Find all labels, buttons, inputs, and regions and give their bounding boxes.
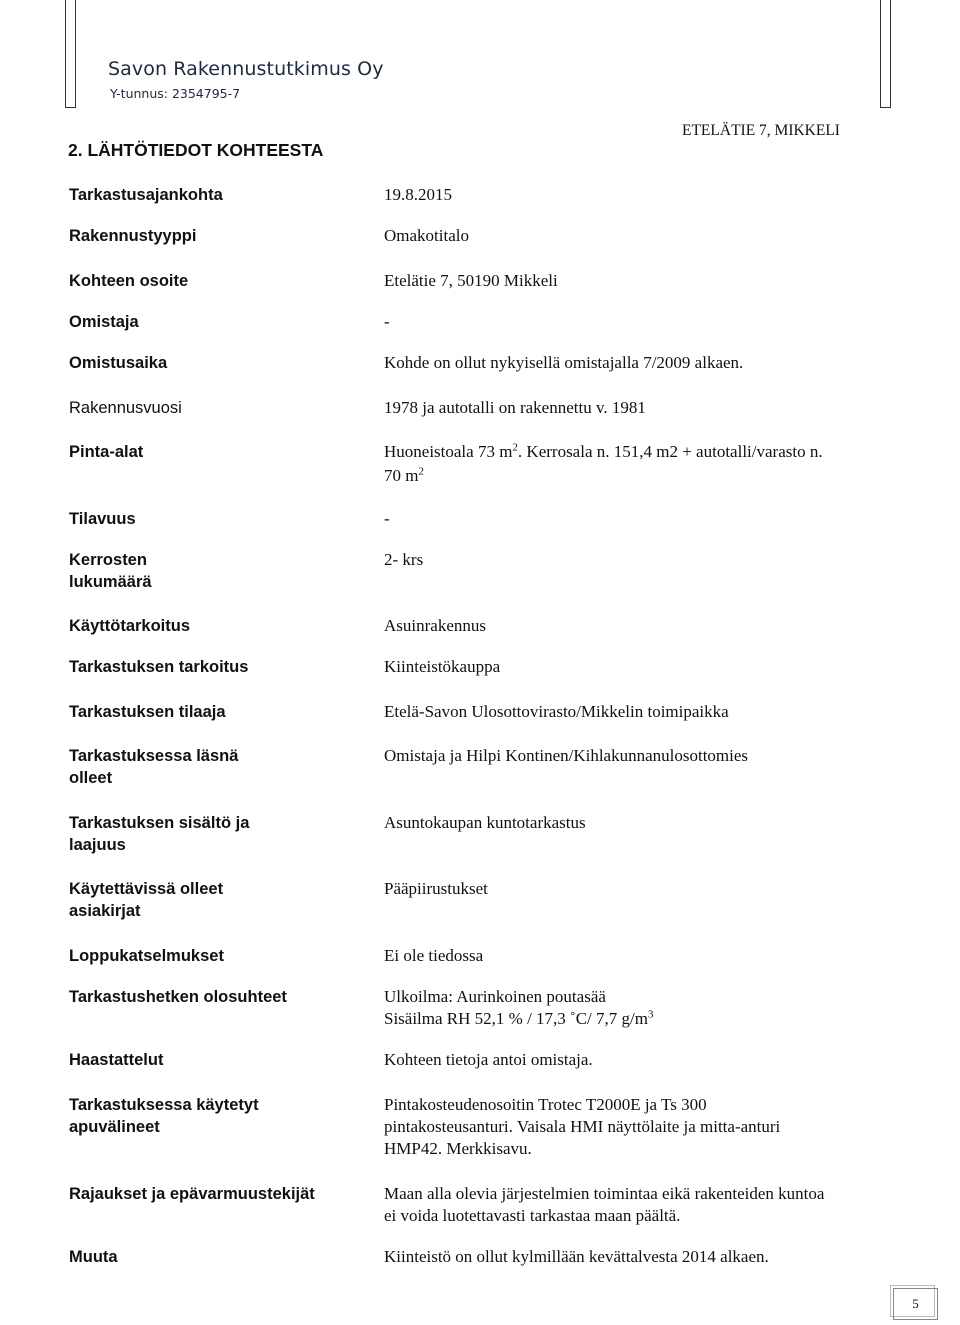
header-left-bar	[65, 0, 76, 108]
label-kohteen-osoite: Kohteen osoite	[69, 272, 189, 290]
value-muuta: Kiinteistö on ollut kylmillään kevättalvesta 2014 alkaen.	[384, 1247, 769, 1266]
label-kayttotarkoitus: Käyttötarkoitus	[69, 617, 191, 635]
label-rakennusvuosi: Rakennusvuosi	[69, 399, 182, 417]
value-pinta-alat: Huoneistoala 73 $m^2$. Kerrosala n. 151,4 m2 + autotalli/varasto n.	[384, 441, 823, 461]
label-tarkastusajankohta: Tarkastusajankohta	[69, 186, 223, 204]
label-lasna-olleet: Tarkastuksessa läsnä olleet	[69, 747, 239, 787]
label-sisalto-laajuus: Tarkastuksen sisältö ja laajuus	[69, 814, 250, 854]
label-tilavuus: Tilavuus	[69, 510, 136, 528]
company-name: Savon Rakennustutkimus Oy	[108, 58, 384, 80]
value-kayttotarkoitus: Asuinrakennus	[384, 616, 486, 635]
value-omistusaika: Kohde on ollut nykyisellä omistajalla 7/2009 alkaen.	[384, 353, 744, 372]
label-pinta-alat: Pinta-alat	[69, 443, 144, 461]
value-pinta-alat-cont: 70 $m^2$	[384, 465, 424, 485]
value-tarkastuksen-tilaaja: Etelä-Savon Ulosottovirasto/Mikkelin toimipaikka	[384, 702, 729, 721]
label-tarkastuksen-tilaaja: Tarkastuksen tilaaja	[69, 703, 226, 721]
label-olosuhteet: Tarkastushetken olosuhteet	[69, 988, 287, 1006]
value-haastattelut: Kohteen tietoja antoi omistaja.	[384, 1050, 593, 1069]
section-title: 2. LÄHTÖTIEDOT KOHTEESTA	[68, 140, 324, 160]
value-apuvalineet: Pintakosteudenosoitin Trotec T2000E ja Ts 300 pintakosteusanturi. Vaisala HMI näyttölaite ja mitta-anturi HMP42. Merkkisavu.	[384, 1095, 781, 1158]
value-kerrosten-lukumaara: 2- krs	[384, 550, 424, 569]
value-loppukatselmukset: Ei ole tiedossa	[384, 946, 484, 965]
label-omistusaika: Omistusaika	[69, 354, 168, 372]
label-omistaja: Omistaja	[69, 313, 139, 331]
value-rajaukset: Maan alla olevia järjestelmien toimintaa eikä rakenteiden kuntoa ei voida luotettavasti tarkastaa maan päältä.	[384, 1184, 825, 1225]
value-olosuhteet: Ulkoilma: Aurinkoinen poutasää Sisäilma RH 52,1 % / 17,3 ˚C/ 7,7 $g/m^3$	[384, 987, 654, 1028]
label-loppukatselmukset: Loppukatselmukset	[69, 947, 224, 965]
label-muuta: Muuta	[69, 1248, 118, 1266]
value-rakennusvuosi: 1978 ja autotalli on rakennettu v. 1981	[384, 398, 646, 417]
value-omistaja: -	[384, 312, 390, 331]
label-apuvalineet: Tarkastuksessa käytetyt apuvälineet	[69, 1096, 259, 1136]
business-id: Y-tunnus: 2354795-7	[110, 86, 241, 101]
header-right-bar	[880, 0, 891, 108]
label-haastattelut: Haastattelut	[69, 1051, 164, 1069]
value-rakennustyyppi: Omakotitalo	[384, 226, 469, 245]
label-tarkastuksen-tarkoitus: Tarkastuksen tarkoitus	[69, 658, 249, 676]
value-asiakirjat: Pääpiirustukset	[384, 879, 488, 898]
label-asiakirjat: Käytettävissä olleet asiakirjat	[69, 880, 224, 920]
value-tilavuus: -	[384, 509, 390, 528]
page-number-box	[893, 1288, 938, 1320]
value-lasna-olleet: Omistaja ja Hilpi Kontinen/Kihlakunnanulosottomies	[384, 746, 749, 765]
value-kohteen-osoite: Etelätie 7, 50190 Mikkeli	[384, 271, 558, 290]
label-rajaukset: Rajaukset ja epävarmuustekijät	[69, 1185, 315, 1203]
value-tarkastusajankohta: 19.8.2015	[384, 185, 452, 204]
value-sisalto-laajuus: Asuntokaupan kuntotarkastus	[384, 813, 586, 832]
label-rakennustyyppi: Rakennustyyppi	[69, 227, 197, 245]
value-tarkastuksen-tarkoitus: Kiinteistökauppa	[384, 657, 501, 676]
label-kerrosten-lukumaara: Kerrosten lukumäärä	[69, 551, 152, 591]
page-number: 5	[912, 1296, 919, 1311]
property-address-header: ETELÄTIE 7, MIKKELI	[682, 122, 840, 139]
